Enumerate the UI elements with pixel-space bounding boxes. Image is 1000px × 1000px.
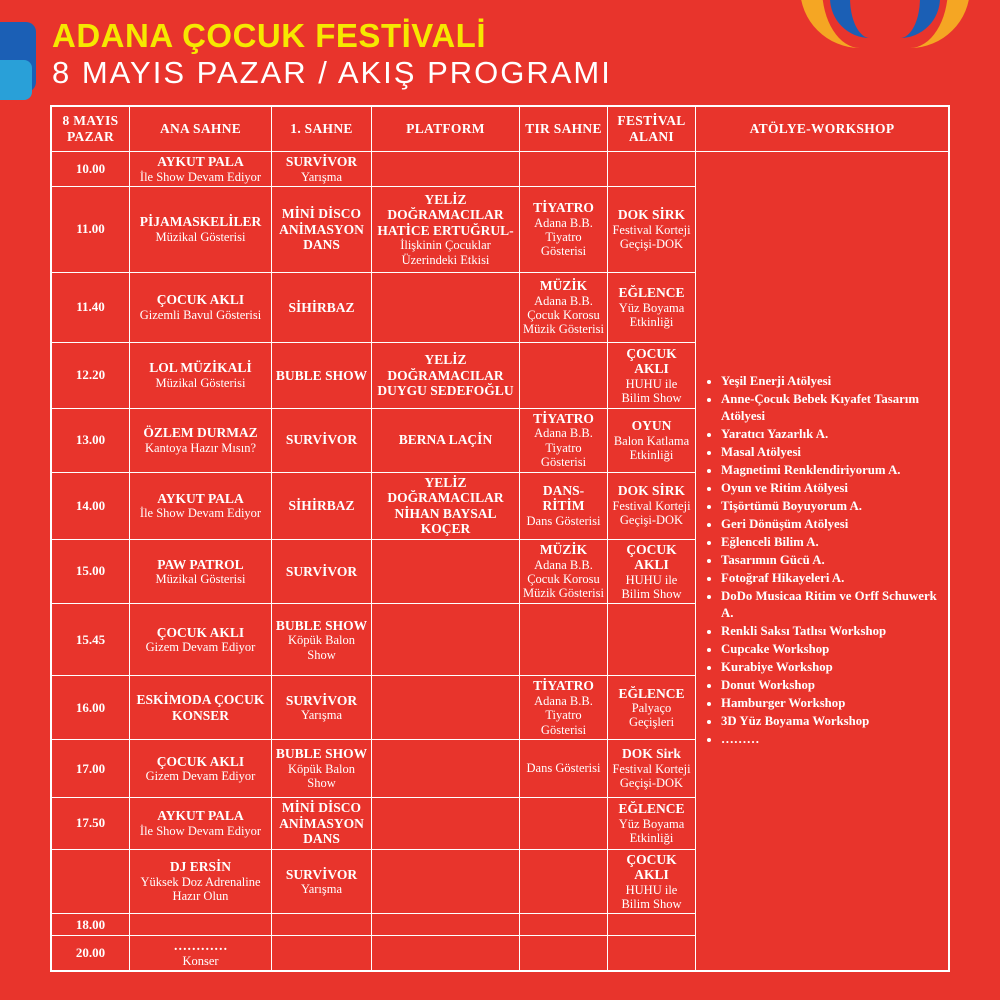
cell-sub-text: Yarışma [300, 882, 343, 897]
list-item: • ……… [721, 731, 945, 748]
cell-platform [372, 740, 520, 798]
cell-time: 11.00 [52, 186, 130, 272]
cell-time [52, 849, 130, 914]
cell-tir-sahne [520, 740, 608, 798]
cell-1-sahne [272, 408, 372, 472]
cell-1-sahne [272, 798, 372, 850]
cell-sub-text: Balon Katlama Etkinliği [613, 433, 690, 462]
cell-time: 18.00 [52, 914, 130, 936]
cell-time: 11.40 [52, 272, 130, 342]
cell-main-text: ÇOCUK AKLI [156, 624, 245, 640]
cell-festival-alani [608, 186, 696, 272]
cell-tir-sahne [520, 472, 608, 539]
cell-1-sahne [272, 472, 372, 539]
cell-main-text: SURVİVOR [285, 563, 358, 579]
cell-platform [372, 914, 520, 936]
cell-ana-sahne [130, 849, 272, 914]
cell-sub-text: Adana B.B. Çocuk Korosu Müzik Gösterisi [523, 557, 604, 601]
cell-main-text: ESKİMODA ÇOCUK KONSER [136, 692, 265, 723]
list-item: • Tasarımın Gücü A. [721, 552, 945, 569]
cell-main-text: EĞLENCE [618, 285, 685, 301]
cell-main-text: BERNA LAÇİN [398, 432, 493, 448]
cell-tir-sahne [520, 539, 608, 604]
cell-time: 13.00 [52, 408, 130, 472]
cell-main-text: SURVİVOR [285, 866, 358, 882]
cell-ana-sahne [130, 539, 272, 604]
cell-sub-text: Yüz Boyama Etkinliği [618, 300, 685, 330]
cell-festival-alani [608, 472, 696, 539]
cell-ana-sahne [130, 936, 272, 971]
list-item: • DoDo Musicaa Ritim ve Orff Schuwerk A. [721, 588, 945, 622]
list-item: • Tişörtümü Boyuyorum A. [721, 498, 945, 515]
cell-sub-text: Müzikal Gösterisi [155, 572, 246, 587]
cell-sub-text: Yarışma [300, 708, 343, 723]
cell-time: 15.00 [52, 539, 130, 604]
list-item: • Donut Workshop [721, 677, 945, 694]
list-item: • Cupcake Workshop [721, 641, 945, 658]
cell-festival-alani [608, 408, 696, 472]
cell-platform [372, 539, 520, 604]
column-header-platform: PLATFORM [372, 107, 520, 152]
cell-main-text: TİYATRO [533, 678, 594, 694]
cell-tir-sahne [520, 604, 608, 676]
list-item: • Geri Dönüşüm Atölyesi [721, 516, 945, 533]
cell-tir-sahne [520, 152, 608, 187]
cell-main-text: SURVİVOR [285, 692, 358, 708]
cell-platform [372, 676, 520, 740]
cell-1-sahne [272, 272, 372, 342]
cell-main-text: PİJAMASKELİLER [139, 214, 262, 230]
cell-main-text: ÇOCUK AKLI [156, 753, 245, 769]
cell-sub-text: Gizem Devam Ediyor [145, 640, 256, 655]
cell-platform [372, 152, 520, 187]
cell-festival-alani [608, 152, 696, 187]
cell-platform [372, 186, 520, 272]
cell-ana-sahne [130, 740, 272, 798]
cell-festival-alani [608, 604, 696, 676]
cell-main-text: AYKUT PALA [157, 154, 244, 169]
cell-tir-sahne [520, 272, 608, 342]
cell-main-text: YELİZ DOĞRAMACILAR DUYGU SEDEFOĞLU [377, 352, 514, 399]
cell-workshop-list [696, 152, 949, 971]
cell-tir-sahne [520, 408, 608, 472]
cell-ana-sahne [130, 152, 272, 187]
cell-main-text: SURVİVOR [285, 154, 358, 169]
cell-main-text: DANS-RİTİM [542, 482, 585, 514]
cell-sub-text: İle Show Devam Ediyor [139, 823, 262, 838]
cell-sub-text: Gizemli Bavul Gösterisi [139, 307, 262, 322]
list-item: • Kurabiye Workshop [721, 659, 945, 676]
cell-tir-sahne [520, 914, 608, 936]
cell-time: 17.00 [52, 740, 130, 798]
cell-sub-text: Adana B.B. Tiyatro Gösterisi [534, 693, 593, 737]
cell-festival-alani [608, 676, 696, 740]
cell-platform [372, 849, 520, 914]
list-item: • Anne-Çocuk Bebek Kıyafet Tasarım Atölyesi [721, 391, 945, 425]
cell-1-sahne [272, 604, 372, 676]
list-item: • Magnetimi Renklendiriyorum A. [721, 462, 945, 479]
list-item: • Hamburger Workshop [721, 695, 945, 712]
cell-main-text: ÇOCUK AKLI [626, 541, 677, 573]
cell-time: 17.50 [52, 798, 130, 850]
cell-sub-text: Gizem Devam Ediyor [145, 769, 256, 784]
cell-main-text: BUBLE SHOW [275, 617, 368, 633]
cell-platform [372, 936, 520, 971]
column-header-1-sahne: 1. SAHNE [272, 107, 372, 152]
cell-ana-sahne [130, 186, 272, 272]
cell-main-text: BUBLE SHOW [275, 746, 368, 762]
workshop-list [699, 373, 945, 748]
cell-main-text: DOK SİRK [617, 207, 686, 223]
cell-main-text: SİHİRBAZ [288, 299, 355, 315]
cell-main-text: SURVİVOR [285, 432, 358, 448]
page-subtitle: 8 MAYIS PAZAR / AKIŞ PROGRAMI [52, 55, 612, 91]
cell-sub-text: Adana B.B. Tiyatro Gösterisi [534, 215, 593, 259]
cell-1-sahne [272, 914, 372, 936]
cell-sub-text: HUHU ile Bilim Show [621, 572, 682, 601]
program-sheet [50, 105, 950, 972]
cell-sub-text: Köpük Balon Show [287, 761, 355, 791]
cell-main-text: TİYATRO [533, 410, 594, 426]
cell-sub-text: Dans Gösterisi [526, 513, 601, 528]
cell-ana-sahne [130, 676, 272, 740]
cell-sub-text: Adana B.B. Tiyatro Gösterisi [534, 426, 593, 470]
cell-ana-sahne [130, 342, 272, 408]
cell-time: 15.45 [52, 604, 130, 676]
cell-festival-alani [608, 914, 696, 936]
table-header-row [52, 107, 949, 152]
cell-1-sahne [272, 740, 372, 798]
cell-tir-sahne [520, 676, 608, 740]
cell-festival-alani [608, 936, 696, 971]
cell-sub-text: Konser [182, 953, 219, 968]
poster-header [52, 18, 612, 90]
cell-tir-sahne [520, 798, 608, 850]
cell-1-sahne [272, 849, 372, 914]
cell-platform [372, 408, 520, 472]
column-header-festival-alani: FESTİVAL ALANI [608, 107, 696, 152]
cell-platform [372, 472, 520, 539]
list-item: • Yeşil Enerji Atölyesi [721, 373, 945, 390]
cell-sub-text: HUHU ile Bilim Show [621, 376, 682, 405]
cell-festival-alani [608, 342, 696, 408]
cell-1-sahne [272, 342, 372, 408]
cell-festival-alani [608, 849, 696, 914]
list-item: • Oyun ve Ritim Atölyesi [721, 480, 945, 497]
cell-main-text: DOK Sirk [622, 746, 681, 762]
cell-sub-text: İlişkinin Çocuklar Üzerindeki Etkisi [400, 238, 491, 267]
list-item: • Renkli Saksı Tatlısı Workshop [721, 623, 945, 640]
cell-sub-text: Palyaço Geçişleri [628, 701, 675, 730]
cell-sub-text: Köpük Balon Show [287, 633, 355, 662]
cell-1-sahne [272, 186, 372, 272]
cell-sub-text: Yarışma [300, 169, 343, 184]
list-item: • Yaratıcı Yazarlık A. [721, 426, 945, 443]
column-header-tir-sahne: TIR SAHNE [520, 107, 608, 152]
cell-platform [372, 604, 520, 676]
cell-main-text: OYUN [631, 418, 672, 434]
cell-time: 10.00 [52, 152, 130, 187]
cell-tir-sahne [520, 342, 608, 408]
list-item: • 3D Yüz Boyama Workshop [721, 713, 945, 730]
cell-time: 12.20 [52, 342, 130, 408]
cell-main-text: PAW PATROL [157, 556, 244, 572]
cell-main-text: MİNİ DİSCO ANİMASYON DANS [279, 206, 364, 253]
cell-main-text: YELİZ DOĞRAMACILAR HATİCE ERTUĞRUL- [377, 191, 514, 238]
cell-festival-alani [608, 539, 696, 604]
cell-tir-sahne [520, 936, 608, 971]
table-row [52, 152, 949, 187]
cell-festival-alani [608, 740, 696, 798]
cell-ana-sahne [130, 798, 272, 850]
table-body [52, 152, 949, 971]
cell-1-sahne [272, 676, 372, 740]
cell-ana-sahne [130, 604, 272, 676]
cell-main-text: TİYATRO [533, 200, 594, 216]
decorative-square-lightblue [0, 60, 32, 100]
cell-sub-text: Müzikal Gösterisi [155, 229, 246, 244]
cell-sub-text: Yüksek Doz Adrenaline Hazır Olun [140, 874, 261, 904]
cell-ana-sahne [130, 914, 272, 936]
cell-main-text: ÇOCUK AKLI [626, 851, 677, 883]
cell-1-sahne [272, 152, 372, 187]
cell-main-text: ………… [173, 938, 228, 954]
cell-main-text: YELİZ DOĞRAMACILAR NİHAN BAYSAL KOÇER [387, 474, 504, 537]
cell-sub-text: Yüz Boyama Etkinliği [618, 816, 685, 846]
cell-main-text: BUBLE SHOW [275, 367, 368, 383]
cell-festival-alani [608, 272, 696, 342]
cell-main-text: LOL MÜZİKALİ [149, 360, 252, 376]
cell-1-sahne [272, 539, 372, 604]
cell-main-text: DJ ERSİN [169, 859, 232, 875]
cell-time: 20.00 [52, 936, 130, 971]
cell-main-text: MÜZİK [539, 278, 588, 294]
cell-main-text: MÜZİK [539, 542, 588, 558]
cell-main-text: SİHİRBAZ [288, 497, 355, 513]
cell-main-text: MİNİ DİSCO ANİMASYON DANS [279, 800, 364, 847]
cell-ana-sahne [130, 272, 272, 342]
cell-sub-text: İle Show Devam Ediyor [139, 169, 262, 184]
cell-sub-text: Dans Gösterisi [526, 761, 601, 776]
cell-main-text: EĞLENCE [618, 801, 685, 817]
cell-main-text: AYKUT PALA [157, 808, 244, 824]
cell-platform [372, 272, 520, 342]
page-title: ADANA ÇOCUK FESTİVALİ [52, 17, 486, 54]
cell-sub-text: HUHU ile Bilim Show [621, 882, 682, 911]
column-header-ana-sahne: ANA SAHNE [130, 107, 272, 152]
list-item: • Eğlenceli Bilim A. [721, 534, 945, 551]
cell-main-text: DOK SİRK [617, 483, 686, 499]
cell-festival-alani [608, 798, 696, 850]
list-item: • Fotoğraf Hikayeleri A. [721, 570, 945, 587]
cell-tir-sahne [520, 849, 608, 914]
cell-sub-text: Müzikal Gösterisi [155, 375, 246, 390]
column-header-atolye-workshop: ATÖLYE-WORKSHOP [696, 107, 949, 152]
cell-main-text: ÇOCUK AKLI [156, 292, 245, 308]
cell-main-text: ÖZLEM DURMAZ [143, 425, 258, 441]
program-table [51, 106, 949, 971]
cell-main-text: AYKUT PALA [157, 490, 244, 506]
cell-sub-text: Adana B.B. Çocuk Korosu Müzik Gösterisi [523, 293, 604, 337]
cell-sub-text: İle Show Devam Ediyor [139, 506, 262, 521]
cell-sub-text: Festival Korteji Geçişi-DOK [612, 498, 691, 528]
cell-platform [372, 342, 520, 408]
cell-time: 16.00 [52, 676, 130, 740]
column-header-date: 8 MAYIS PAZAR [52, 107, 130, 152]
list-item: • Masal Atölyesi [721, 444, 945, 461]
cell-ana-sahne [130, 408, 272, 472]
cell-time: 14.00 [52, 472, 130, 539]
cell-platform [372, 798, 520, 850]
cell-ana-sahne [130, 472, 272, 539]
cell-1-sahne [272, 936, 372, 971]
cell-tir-sahne [520, 186, 608, 272]
cell-sub-text: Festival Korteji Geçişi-DOK [612, 222, 691, 252]
cell-sub-text: Festival Korteji Geçişi-DOK [612, 761, 691, 791]
cell-main-text: EĞLENCE [618, 685, 685, 701]
cell-sub-text: Kantoya Hazır Mısın? [144, 440, 257, 455]
cell-main-text: ÇOCUK AKLI [626, 345, 677, 377]
